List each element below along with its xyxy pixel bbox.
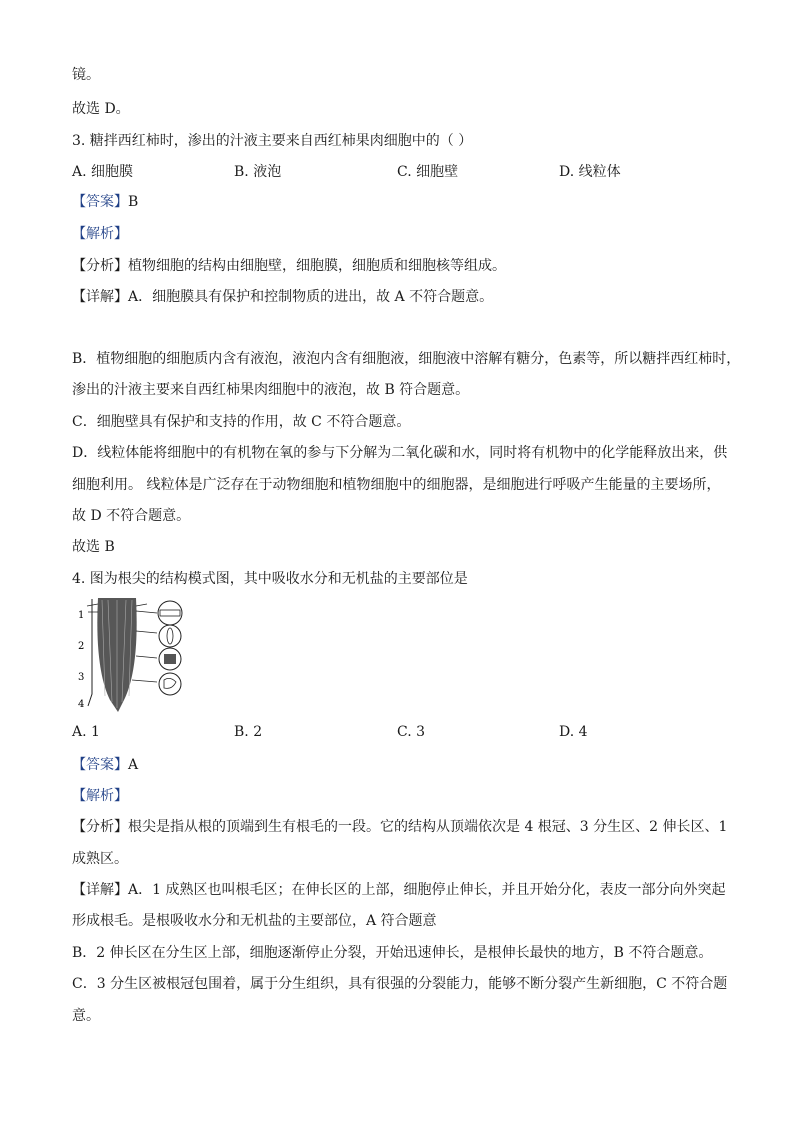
q4-answer-line	[72, 756, 138, 774]
fenxi-tag: 【分析】	[72, 819, 128, 835]
q3-option-b: B. 液泡	[234, 164, 282, 180]
q3-detail-a: A．细胞膜具有保护和控制物质的进出，故 A 不符合题意。	[128, 289, 494, 305]
q3-option-a: A. 细胞膜	[72, 164, 134, 180]
zone-bracket-line	[88, 599, 92, 706]
q4-option-b: B. 2	[234, 724, 263, 740]
figure-label-1: 1	[78, 610, 85, 621]
q4-stem: 4. 图为根尖的结构模式图，其中吸收水分和无机盐的主要部位是	[72, 571, 468, 587]
q3-option-c: C. 细胞壁	[397, 164, 459, 180]
q3-answer-value: B	[128, 194, 139, 210]
q4-detail-a1: A．1 成熟区也叫根毛区；在伸长区的上部，细胞停止伸长，并且开始分化，表皮一部分向外突起	[128, 882, 726, 898]
q3-fenxi-text: 植物细胞的结构由细胞壁，细胞膜，细胞质和细胞核等组成。	[128, 258, 506, 274]
answer-tag: 【答案】	[72, 194, 128, 210]
cell-dividing	[164, 654, 176, 664]
q3-fenxi-line	[72, 257, 506, 275]
cell-circle-4	[159, 673, 181, 695]
q4-detail-a2: 形成根毛。是根吸收水分和无机盐的主要部位，A 符合题意	[72, 913, 437, 929]
xiangjie-tag: 【详解】	[72, 882, 128, 898]
analysis-tag: 【解析】	[72, 226, 128, 242]
q4-option-a: A. 1	[72, 724, 100, 740]
q4-analysis-tag	[72, 787, 128, 805]
figure-label-2: 2	[78, 641, 85, 652]
q3-detail-b1: B．植物细胞的细胞质内含有液泡，液泡内含有细胞液，细胞液中溶解有糖分，色素等，所以糖拌西红柿时，	[72, 351, 741, 367]
cell-circle-1	[158, 601, 182, 625]
q4-fenxi-line1	[72, 818, 727, 836]
q3-answer-line	[72, 193, 138, 211]
fenxi-tag: 【分析】	[72, 258, 128, 274]
q4-answer-value: A	[128, 757, 139, 773]
q4-option-d: D. 4	[559, 724, 588, 740]
q4-option-c: C. 3	[397, 724, 426, 740]
q4-fenxi-line2: 成熟区。	[72, 851, 128, 867]
answer-tag: 【答案】	[72, 757, 128, 773]
q3-option-d: D. 线粒体	[559, 164, 621, 180]
cell-cap	[164, 678, 176, 688]
analysis-tag: 【解析】	[72, 788, 128, 804]
root-tip-svg	[72, 596, 202, 714]
figure-label-4: 4	[78, 699, 85, 710]
q3-detail-d2: 细胞利用。 线粒体是广泛存在于动物细胞和植物细胞中的细胞器，是细胞进行呼吸产生能量的主要场所，	[72, 477, 721, 493]
q4-detail-c1: C．3 分生区被根冠包围着，属于分生组织，具有很强的分裂能力，能够不断分裂产生新细胞，C 不符合题	[72, 976, 728, 992]
q4-detail-b: B．2 伸长区在分生区上部，细胞逐渐停止分裂，开始迅速伸长，是根伸长最快的地方，B 不符合题意。	[72, 945, 713, 961]
cell-hair	[160, 610, 180, 616]
q4-fenxi-text1: 根尖是指从根的顶端到生有根毛的一段。它的结构从顶端依次是 4 根冠、3 分生区、2 伸长区、1	[128, 819, 728, 835]
q4-detail-c2: 意。	[72, 1008, 100, 1024]
figure-label-3: 3	[78, 672, 85, 683]
q3-detail-b2: 渗出的汁液主要来自西红柿果肉细胞中的液泡，故 B 符合题意。	[72, 382, 470, 398]
q3-detail-a-line	[72, 288, 493, 306]
q2-tail-line: 镜。	[72, 67, 100, 83]
q3-analysis-tag	[72, 225, 128, 243]
q2-choose: 故选 D。	[72, 101, 130, 117]
q3-detail-d3: 故 D 不符合题意。	[72, 508, 191, 524]
xiangjie-tag: 【详解】	[72, 289, 128, 305]
q4-detail-a-line1	[72, 881, 725, 899]
q3-detail-d1: D．线粒体能将细胞中的有机物在氧的参与下分解为二氧化碳和水，同时将有机物中的化学能释放出来，供	[72, 445, 728, 461]
root-tip-diagram	[72, 596, 202, 714]
cell-elongated	[167, 628, 173, 644]
q3-choose: 故选 B	[72, 539, 115, 555]
q3-detail-c: C．细胞壁具有保护和支持的作用，故 C 不符合题意。	[72, 414, 411, 430]
q3-stem: 3. 糖拌西红柿时，渗出的汁液主要来自西红柿果肉细胞中的（ ）	[72, 133, 473, 149]
